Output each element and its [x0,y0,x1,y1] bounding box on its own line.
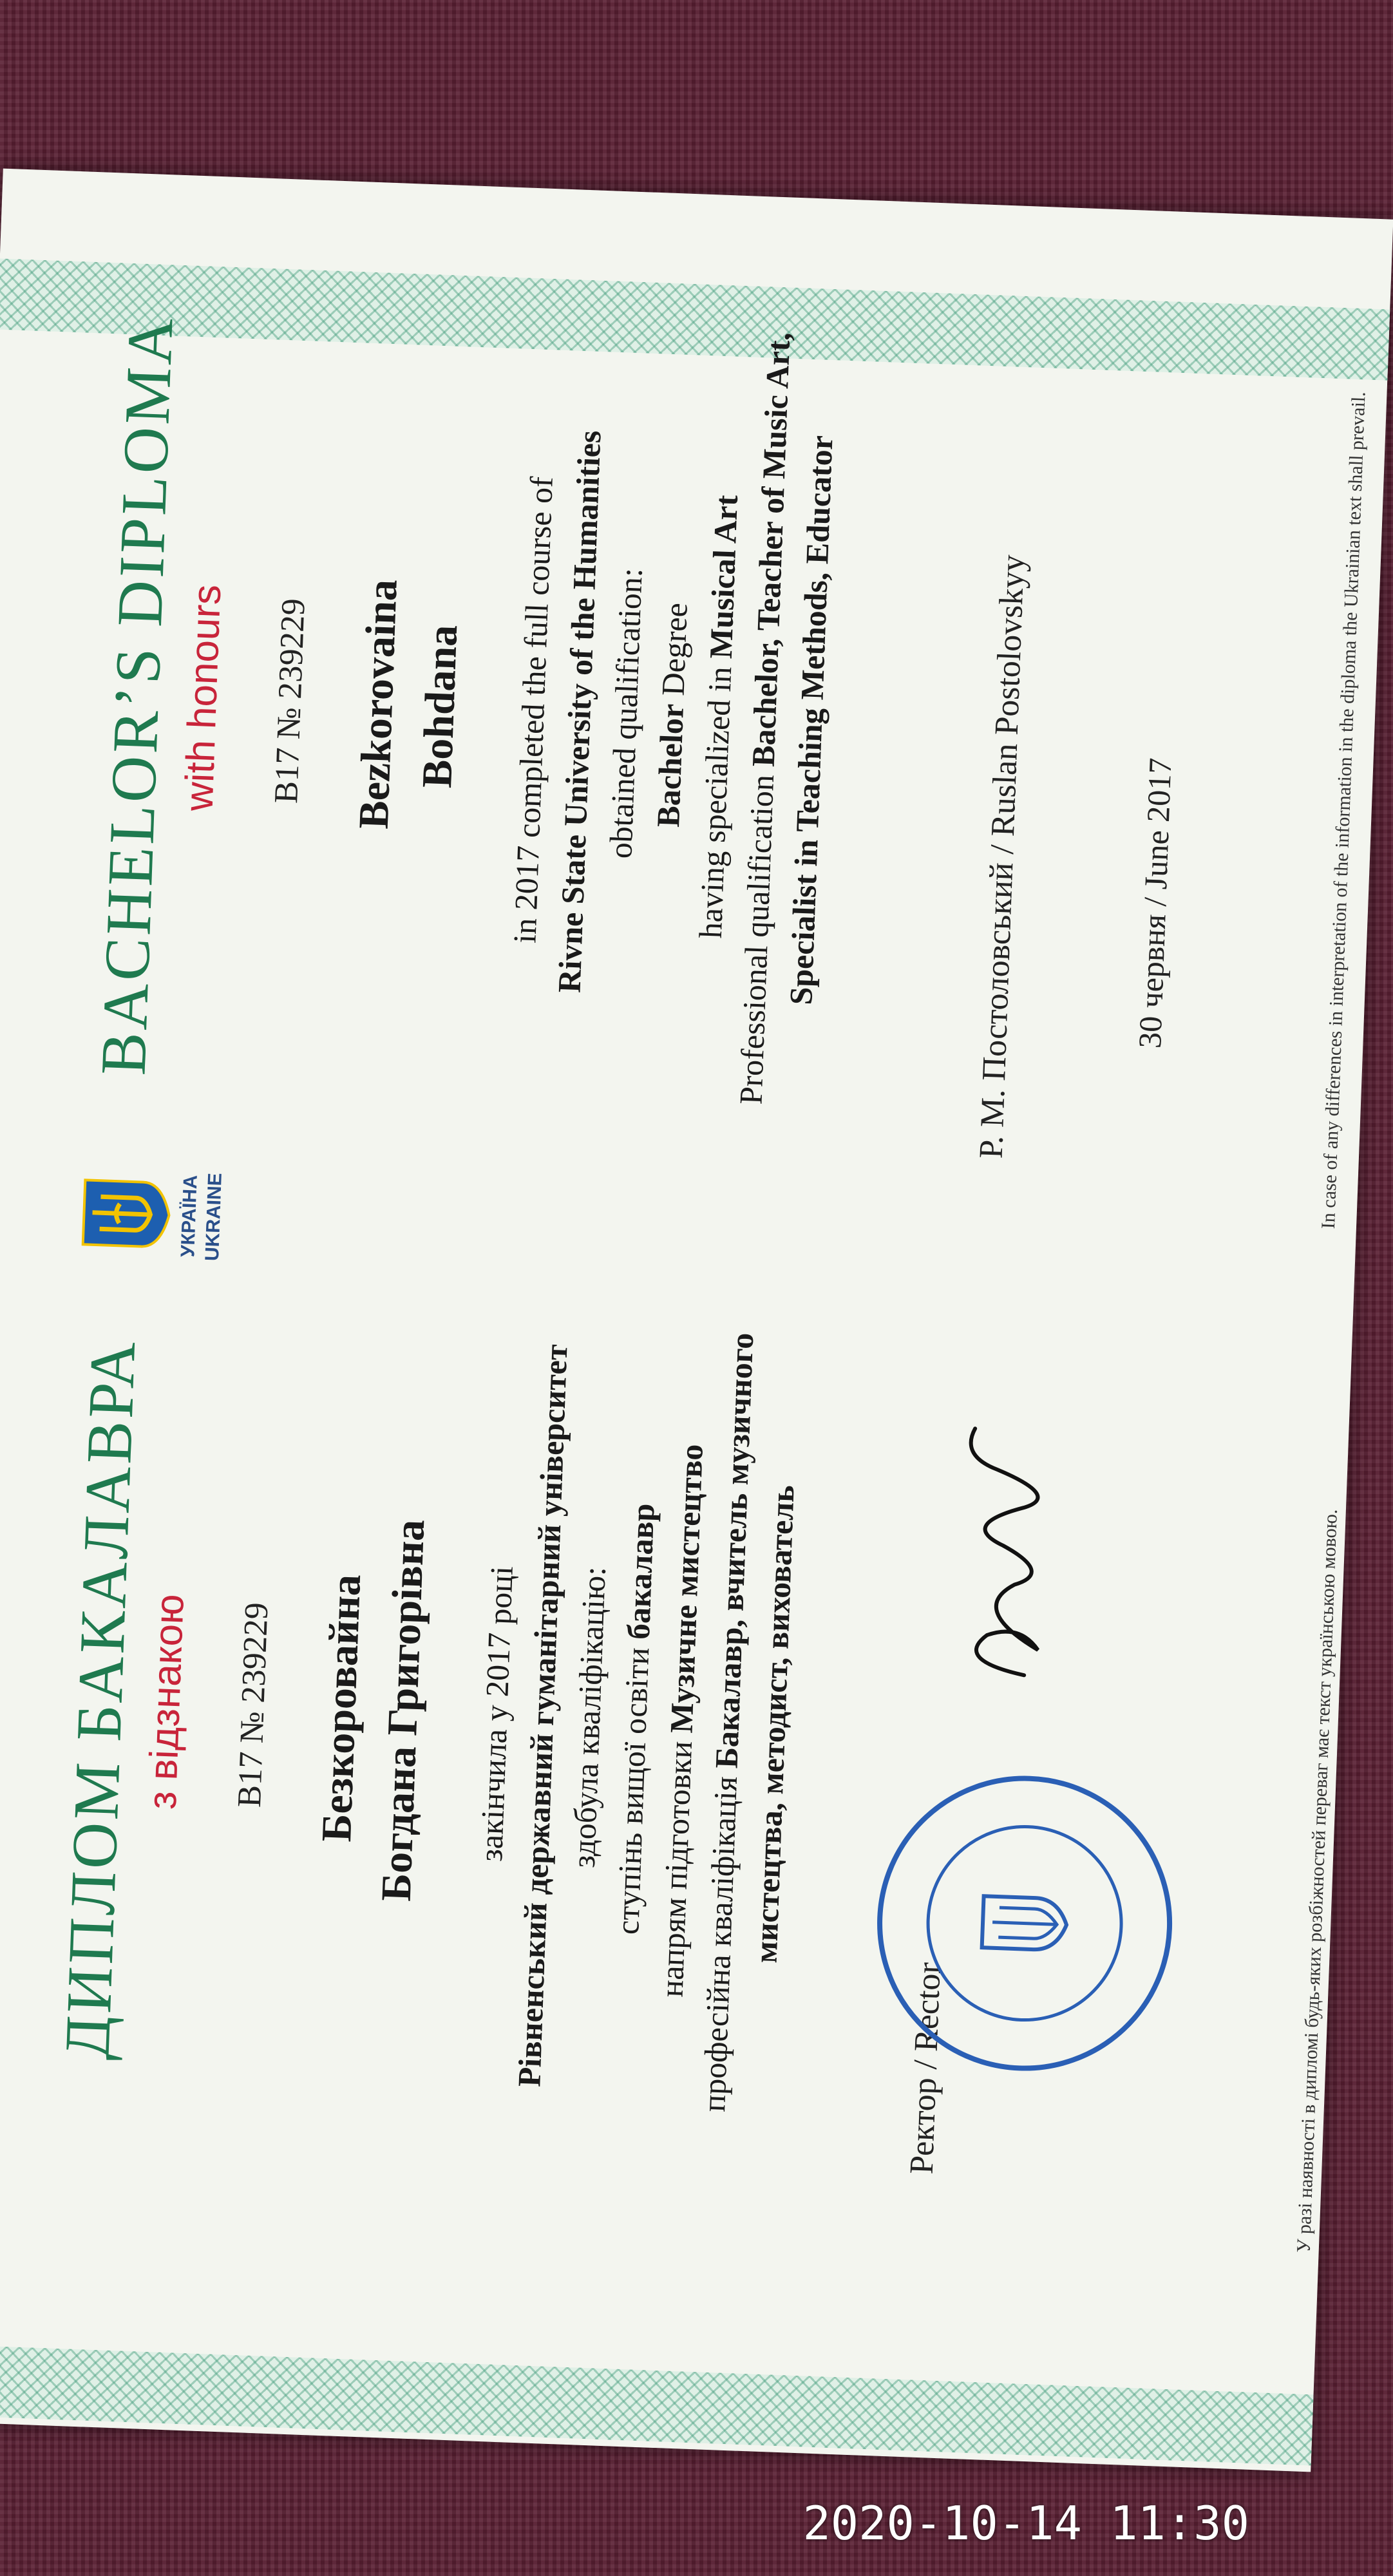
obtained-line-en: obtained qualification: [602,567,649,860]
qualification-2-en: Specialist in Teaching Methods, Educator [782,434,840,1006]
graduate-surname-en: Bezkorovaina [350,578,406,830]
ukrainian-column [19,1215,815,2208]
rector-label: Ректор / Rector [903,1962,948,2175]
diploma-number-en: B17 № 239229 [268,598,312,804]
qualification-1-ua: Бакалавр, вчитель музичного [708,1332,761,1769]
photo-timestamp: 2020-10-14 11:30 [802,2496,1249,2550]
qualification-1-en: Bachelor, Teacher of Music Art, [744,331,797,768]
field-en: Musical Art [702,494,745,659]
field-prefix-en: having specialized in [692,666,739,940]
diploma-number-ua: B17 № 239229 [231,1602,276,1808]
diploma-title-ua: ДИПЛОМ БАКАЛАВРА [51,1338,149,2061]
country-label-ua: УКРАЇНА [177,1174,202,1258]
field-ua: Музичне мистецтво [663,1443,710,1734]
body-text-en [492,226,852,1203]
footnote-ua: У разі наявності в дипломі будь-яких розбіжностей переваг має текст українською мовою. [1293,1508,1341,2253]
footnote-en: In case of any differences in interpretation of the information in the diploma the Ukrainian text shall prevail. [1317,391,1370,1229]
degree-en: Bachelor [650,703,691,828]
body-text-ua [455,1230,815,2207]
completed-line-ua: закінчила у 2017 році [473,1565,520,1862]
qual-prefix-en: Professional qualification [732,773,781,1106]
rector-signature-icon [927,1414,1085,1690]
honours-en: with honours [176,583,230,812]
completed-line-en: in 2017 completed the full course of [506,476,560,944]
honours-ua: з відзнакою [140,1593,193,1810]
trident-emblem-icon [80,1177,173,1251]
qual-prefix-ua: професійна кваліфікація [696,1776,744,2113]
degree-prefix-ua: ступінь вищої освіти [609,1647,656,1935]
field-prefix-ua: напрям підготовки [653,1740,699,1998]
country-label-en: UKRAINE [201,1172,226,1262]
diploma-title-en: BACHELOR’S DIPLOMA [87,314,187,1077]
diploma-paper [0,169,1393,2472]
guilloche-border-bottom [0,2344,1314,2465]
signer-name: Р. М. Постоловський / Ruslan Postolovskyy [972,554,1032,1159]
university-name-ua: Рівненський державний гуманітарний університет [511,1343,574,2088]
issue-date: 30 червня / June 2017 [1132,757,1179,1049]
university-seal-icon [868,1766,1182,2080]
diploma-content [17,172,1370,2274]
degree-suffix-en: Degree [654,602,694,697]
graduate-given-name-en: Bohdana [413,624,467,789]
graduate-given-names-ua: Богдана Григорівна [372,1519,434,1902]
degree-ua: бакалавр [620,1502,661,1640]
qualification-2-ua: мистецтва, методист, вихователь [747,1484,801,1964]
graduate-surname-ua: Безкоровайна [313,1573,370,1843]
obtained-line-ua: здобула кваліфікацію: [565,1566,612,1869]
country-label [176,1171,228,1263]
university-name-en: Rivne State University of the Humanities [551,430,608,994]
english-column [57,211,852,1204]
